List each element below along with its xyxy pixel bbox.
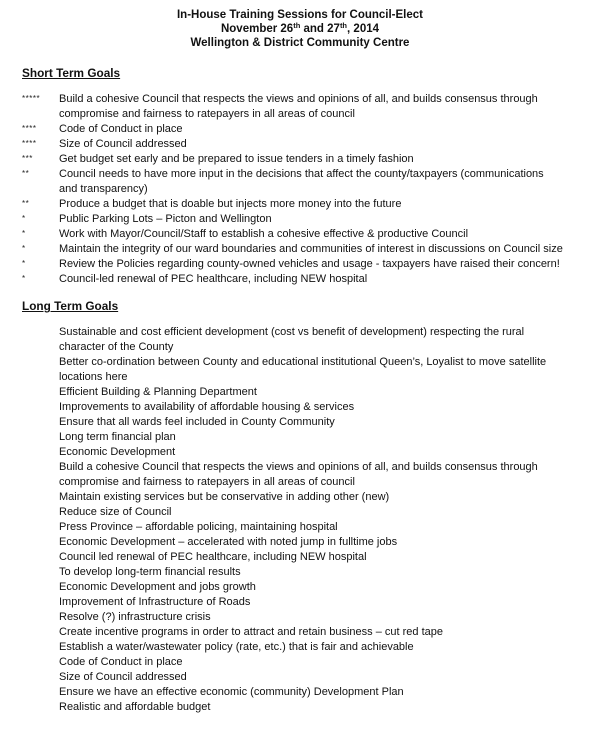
document-header <box>0 8 600 50</box>
long-term-item <box>0 595 600 610</box>
short-term-item <box>0 272 600 287</box>
priority-stars: * <box>22 274 26 283</box>
goal-text: Council led renewal of PEC healthcare, including NEW hospital <box>59 551 367 563</box>
long-term-item <box>0 520 600 535</box>
long-term-item <box>0 400 600 415</box>
short-term-item <box>0 197 600 212</box>
short-term-item <box>0 167 600 197</box>
goal-text: Reduce size of Council <box>59 506 172 518</box>
goal-text: Realistic and affordable budget <box>59 701 211 713</box>
priority-stars: * <box>22 229 26 238</box>
goal-text: Improvements to availability of affordable housing & services <box>59 401 355 413</box>
short-term-item <box>0 227 600 242</box>
long-term-item <box>0 670 600 685</box>
goal-text: Better co-ordination between County and educational institutional Queen’s, Loyalist to move satellite locations here <box>59 356 547 383</box>
goal-text: Maintain the integrity of our ward boundaries and communities of interest in discussions on Council size <box>59 243 563 255</box>
priority-stars: * <box>22 244 26 253</box>
goal-text: Maintain existing services but be conservative in adding other (new) <box>59 491 390 503</box>
goal-text: Efficient Building & Planning Department <box>59 386 257 398</box>
short-term-heading: Short Term Goals <box>22 66 121 80</box>
long-term-item <box>0 430 600 445</box>
goal-text: Size of Council addressed <box>59 138 187 150</box>
goal-text: Work with Mayor/Council/Staff to establish a cohesive effective & productive Council <box>59 228 469 240</box>
long-term-item <box>0 565 600 580</box>
goal-text: Ensure that all wards feel included in County Community <box>59 416 335 428</box>
long-term-heading: Long Term Goals <box>22 299 119 313</box>
header-date-part: , 2014 <box>347 23 380 35</box>
short-term-item <box>0 122 600 137</box>
header-title: In-House Training Sessions for Council-Elect <box>176 9 423 21</box>
priority-stars: ** <box>22 169 30 178</box>
priority-stars: *** <box>22 154 33 163</box>
long-term-item <box>0 385 600 400</box>
goal-text: Build a cohesive Council that respects the views and opinions of all, and builds consensus through compromise and fairness to ratepayers in all areas of council <box>59 93 538 120</box>
long-term-item <box>0 625 600 640</box>
goal-text: Economic Development – accelerated with noted jump in fulltime jobs <box>59 536 398 548</box>
short-term-item <box>0 152 600 167</box>
long-term-item <box>0 580 600 595</box>
priority-stars: ***** <box>22 94 41 103</box>
priority-stars: * <box>22 259 26 268</box>
goal-text: Get budget set early and be prepared to issue tenders in a timely fashion <box>59 153 414 165</box>
long-term-item <box>0 505 600 520</box>
goal-text: Code of Conduct in place <box>59 123 183 135</box>
long-term-item <box>0 460 600 490</box>
long-term-item <box>0 355 600 385</box>
long-term-item <box>0 325 600 355</box>
long-term-item <box>0 700 600 715</box>
goal-text: Review the Policies regarding county-owned vehicles and usage - taxpayers have raised their concern! <box>59 258 560 270</box>
header-date-part: and 27 <box>300 23 340 35</box>
goal-text: Long term financial plan <box>59 431 176 443</box>
long-term-item <box>0 535 600 550</box>
goal-text: To develop long-term financial results <box>59 566 241 578</box>
header-date-suffix: th <box>339 21 348 30</box>
goal-text: Establish a water/wastewater policy (rate, etc.) that is fair and achievable <box>59 641 414 653</box>
short-term-item <box>0 92 600 122</box>
header-date-part: November 26 <box>220 23 294 35</box>
goal-text: Code of Conduct in place <box>59 656 183 668</box>
short-term-item <box>0 137 600 152</box>
goal-text: Build a cohesive Council that respects the views and opinions of all, and builds consensus through compromise and fairness to ratepayers in all areas of council <box>59 461 538 488</box>
short-term-list <box>0 92 600 287</box>
long-term-item <box>0 415 600 430</box>
goal-text: Council needs to have more input in the decisions that affect the county/taxpayers (communications and transparency) <box>59 168 544 195</box>
long-term-item <box>0 610 600 625</box>
long-term-list <box>0 325 600 715</box>
goal-text: Ensure we have an effective economic (community) Development Plan <box>59 686 404 698</box>
header-location: Wellington & District Community Centre <box>190 37 410 49</box>
header-date-suffix: th <box>293 21 301 30</box>
goal-text: Economic Development and jobs growth <box>59 581 256 593</box>
goal-text: Council-led renewal of PEC healthcare, including NEW hospital <box>59 273 368 285</box>
long-term-item <box>0 550 600 565</box>
priority-stars: **** <box>22 139 37 148</box>
short-term-item <box>0 242 600 257</box>
goal-text: Press Province – affordable policing, maintaining hospital <box>59 521 338 533</box>
goal-text: Public Parking Lots – Picton and Wellington <box>59 213 272 225</box>
long-term-item <box>0 640 600 655</box>
short-term-item <box>0 212 600 227</box>
long-term-item <box>0 490 600 505</box>
goal-text: Produce a budget that is doable but injects more money into the future <box>59 198 402 210</box>
long-term-item <box>0 655 600 670</box>
goal-text: Resolve (?) infrastructure crisis <box>59 611 211 623</box>
goal-text: Size of Council addressed <box>59 671 187 683</box>
goal-text: Sustainable and cost efficient development (cost vs benefit of development) respecting the rural character of the County <box>59 326 525 353</box>
priority-stars: * <box>22 214 26 223</box>
long-term-item <box>0 685 600 700</box>
priority-stars: **** <box>22 124 37 133</box>
priority-stars: ** <box>22 199 30 208</box>
goal-text: Economic Development <box>59 446 176 458</box>
short-term-item <box>0 257 600 272</box>
header-dates <box>0 22 600 36</box>
goal-text: Create incentive programs in order to attract and retain business – cut red tape <box>59 626 443 638</box>
goal-text: Improvement of Infrastructure of Roads <box>59 596 251 608</box>
long-term-item <box>0 445 600 460</box>
